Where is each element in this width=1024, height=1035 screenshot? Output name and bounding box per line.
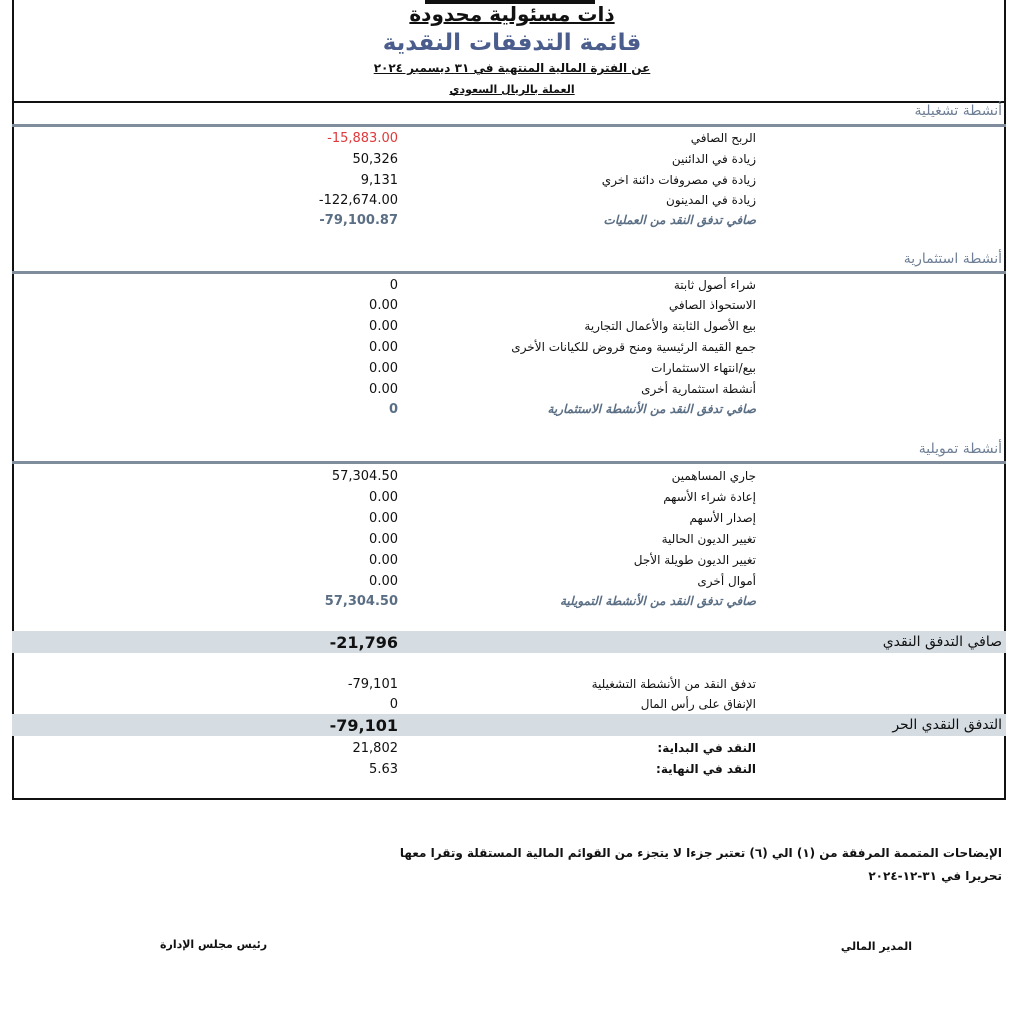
operating-item-label: الربح الصافي — [690, 131, 756, 145]
company-name — [0, 2, 1024, 26]
cash-begin-value: 21,802 — [352, 741, 398, 756]
investing-item-value: 0.00 — [369, 361, 398, 376]
investing-item-label: جمع القيمة الرئيسية ومنح قروض للكيانات الأخرى — [511, 340, 756, 354]
operating-item-label: زيادة في الدائنين — [671, 152, 756, 166]
financing-item-label: إصدار الأسهم — [689, 511, 756, 525]
free-cash-flow-item-label: الإنفاق على رأس المال — [640, 697, 756, 711]
free-cash-flow-value: -79,101 — [329, 716, 398, 735]
financing-item-value: 0.00 — [369, 511, 398, 526]
investing-item-label: أنشطة استثمارية أخرى — [641, 382, 756, 396]
financing-item-value: 0.00 — [369, 553, 398, 568]
investing-item-value: 0.00 — [369, 340, 398, 355]
investing-item-value: 0.00 — [369, 382, 398, 397]
statement-frame — [12, 0, 1006, 800]
free-cash-flow-label: التدفق النقدي الحر — [892, 717, 1002, 733]
operating-item-value: 9,131 — [360, 173, 398, 188]
financing-item-value: 0.00 — [369, 490, 398, 505]
free-cash-flow-item-label: تدفق النقد من الأنشطة التشغيلية — [591, 677, 756, 691]
financing-item-value: 57,304.50 — [331, 469, 398, 484]
free-cash-flow-item-value: 0 — [389, 697, 398, 712]
investing-item-label: شراء أصول ثابتة — [673, 278, 756, 292]
investing-item-value: 0.00 — [369, 319, 398, 334]
operating-item-label: زيادة في مصروفات دائنة اخري — [601, 173, 756, 187]
operating-item-value: 50,326 — [352, 152, 398, 167]
net-cash-flow-value: -21,796 — [329, 633, 398, 652]
financing-item-value: 0.00 — [369, 532, 398, 547]
cash-begin-label: النقد في البداية: — [657, 741, 756, 755]
investing-item-value: 0.00 — [369, 298, 398, 313]
investing-total-value: 0 — [388, 402, 398, 417]
financing-item-label: إعادة شراء الأسهم — [663, 490, 756, 504]
operating-rule — [12, 124, 1006, 127]
investing-total-label: صافي تدفق النقد من الأنشطة الاستثمارية — [547, 402, 756, 416]
investing-item-label: بيع الأصول الثابتة والأعمال التجارية — [584, 319, 756, 333]
financing-item-label: أموال أخرى — [697, 574, 756, 588]
cfo-signature-label: المدير المالي — [840, 940, 912, 953]
footer-note: الإيضاحات المتممة المرفقة من (١) الي (٦) تعتبر جزءا لا يتجزء من القوائم المالية المستقلة وتقرا معها — [399, 846, 1002, 860]
operating-section-title: أنشطة تشغيلية — [914, 103, 1002, 119]
operating-total-label: صافي تدفق النقد من العمليات — [603, 213, 756, 227]
financing-section-title: أنشطة تمويلية — [918, 441, 1002, 457]
financing-item-label: جاري المساهمين — [671, 469, 756, 483]
financing-total-value: 57,304.50 — [324, 594, 398, 609]
financing-total-label: صافي تدفق النقد من الأنشطة التمويلية — [559, 594, 756, 608]
investing-item-label: بيع/انتهاء الاستثمارات — [651, 361, 756, 375]
free-cash-flow-item-value: -79,101 — [347, 677, 398, 692]
net-cash-flow-label: صافي التدفق النقدي — [882, 634, 1002, 650]
statement-period: عن الفترة المالية المنتهية في ٣١ ديسمبر ٢٠٢٤ — [373, 61, 651, 75]
investing-item-label: الاستحواذ الصافي — [668, 298, 756, 312]
free-cash-flow-band — [12, 714, 1006, 736]
investing-item-value: 0 — [389, 278, 398, 293]
company-name-text: ذات مسئولية محدودة — [409, 2, 615, 26]
financing-item-value: 0.00 — [369, 574, 398, 589]
chairman-signature-label: رئيس مجلس الإدارة — [160, 938, 268, 951]
financing-item-label: تغيير الديون الحالية — [661, 532, 756, 546]
operating-total-value: -79,100.87 — [319, 213, 398, 228]
operating-item-value: -15,883.00 — [327, 131, 398, 146]
statement-currency: العملة بالريال السعودي — [449, 83, 575, 96]
operating-item-value: -122,674.00 — [318, 193, 398, 208]
footer-date: تحريرا في ٣١-١٢-٢٠٢٤ — [868, 869, 1002, 883]
cash-end-value: 5.63 — [369, 762, 398, 777]
financing-rule — [12, 461, 1006, 464]
investing-rule — [12, 271, 1006, 274]
financing-item-label: تغيير الديون طويلة الأجل — [633, 553, 756, 567]
cash-end-label: النقد في النهاية: — [656, 762, 756, 776]
operating-item-label: زيادة في المدينون — [666, 193, 756, 207]
net-cash-flow-band — [12, 631, 1006, 653]
investing-section-title: أنشطة استثمارية — [903, 251, 1002, 267]
header-divider — [12, 101, 1006, 103]
statement-title: قائمة التدفقات النقدية — [382, 30, 642, 56]
